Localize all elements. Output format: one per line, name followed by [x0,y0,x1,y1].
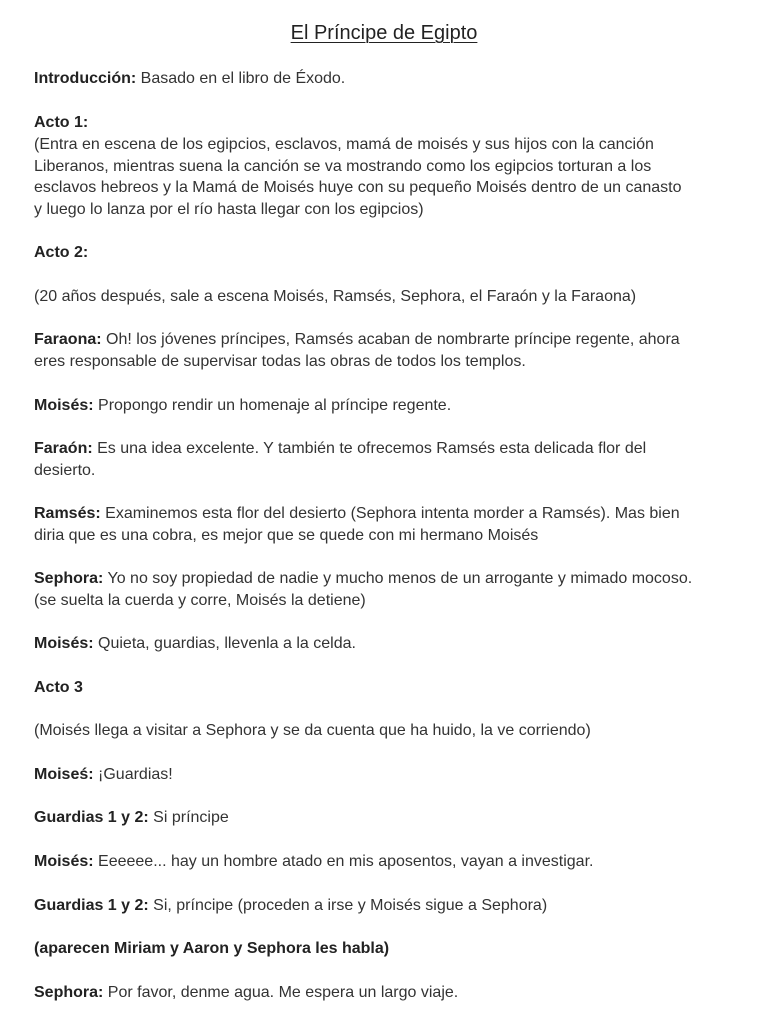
speaker-name: Guardias 1 y 2: [34,809,149,826]
speaker-name: Moiseś: [34,766,94,783]
act2-heading: Acto 2: [34,244,89,261]
dialogue-text: Si, príncipe (proceden a irse y Moisés sigue a Sephora) [148,897,548,914]
act1-heading: Acto 1: [34,114,89,131]
bold-stage-direction: (aparecen Miriam y Aaron y Sephora les habla) [34,940,390,957]
dialogue-line [34,438,646,460]
dialogue-text: ¡Guardias! [93,766,173,783]
dialogue-line [34,807,229,829]
act3-stage-direction: (Moisés llega a visitar a Sephora y se da cuenta que ha huido, la ve corriendo) [34,722,591,739]
speaker-name: Sephora: [34,570,104,587]
dialogue-line [34,395,451,417]
intro-text: Basado en el libro de Éxodo. [136,70,346,87]
speaker-name: Sephora: [34,984,104,1001]
dialogue-text: Es una idea excelente. Y también te ofrecemos Ramsés esta delicada flor del [92,440,647,457]
dialogue-line [34,503,680,525]
speaker-name: Moisés: [34,853,94,870]
act1-line: Liberanos, mientras suena la canción se va mostrando como los egipcios torturan a los [34,158,652,175]
intro-label: Introducción: [34,70,137,87]
dialogue-text: Oh! los jóvenes príncipes, Ramsés acaban de nombrarte príncipe regente, ahora [101,331,680,348]
dialogue-text: Quieta, guardias, llevenla a la celda. [93,635,356,652]
act3-heading: Acto 3 [34,679,83,696]
dialogue-text: Yo no soy propiedad de nadie y mucho menos de un arrogante y mimado mocoso. [103,570,693,587]
dialogue-line [34,568,692,590]
dialogue-text: Por favor, denme agua. Me espera un largo viaje. [103,984,459,1001]
dialogue-text: Si príncipe [148,809,229,826]
act1-line: esclavos hebreos y la Mamá de Moisés huye con su pequeño Moisés dentro de un canasto [34,179,682,196]
dialogue-line [34,329,680,351]
dialogue-text: Examinemos esta flor del desierto (Sephora intenta morder a Ramsés). Mas bien [100,505,680,522]
dialogue-line [34,982,458,1004]
speaker-name: Ramsés: [34,505,101,522]
act2-stage-direction: (20 años después, sale a escena Moisés, Ramsés, Sephora, el Faraón y la Faraona) [34,288,637,305]
intro-line [34,68,345,90]
page-title: El Príncipe de Egipto [290,22,478,44]
dialogue-text: Propongo rendir un homenaje al príncipe regente. [93,397,452,414]
speaker-name: Faraón: [34,440,93,457]
act1-line: y luego lo lanza por el río hasta llegar con los egipcios) [34,201,424,218]
speaker-name: Moisés: [34,397,94,414]
dialogue-continuation: desierto. [34,462,96,479]
dialogue-text: Eeeeee... hay un hombre atado en mis aposentos, vayan a investigar. [93,853,594,870]
speaker-name: Faraona: [34,331,102,348]
act1-line: (Entra en escena de los egipcios, esclavos, mamá de moisés y sus hijos con la canción [34,136,654,153]
dialogue-line [34,895,547,917]
speaker-name: Guardias 1 y 2: [34,897,149,914]
dialogue-line [34,851,593,873]
dialogue-continuation: diria que es una cobra, es mejor que se quede con mi hermano Moisés [34,527,539,544]
dialogue-continuation: eres responsable de supervisar todas las obras de todos los templos. [34,353,526,370]
dialogue-continuation: (se suelta la cuerda y corre, Moisés la detiene) [34,592,366,609]
dialogue-line [34,764,173,786]
dialogue-line [34,633,356,655]
speaker-name: Moisés: [34,635,94,652]
